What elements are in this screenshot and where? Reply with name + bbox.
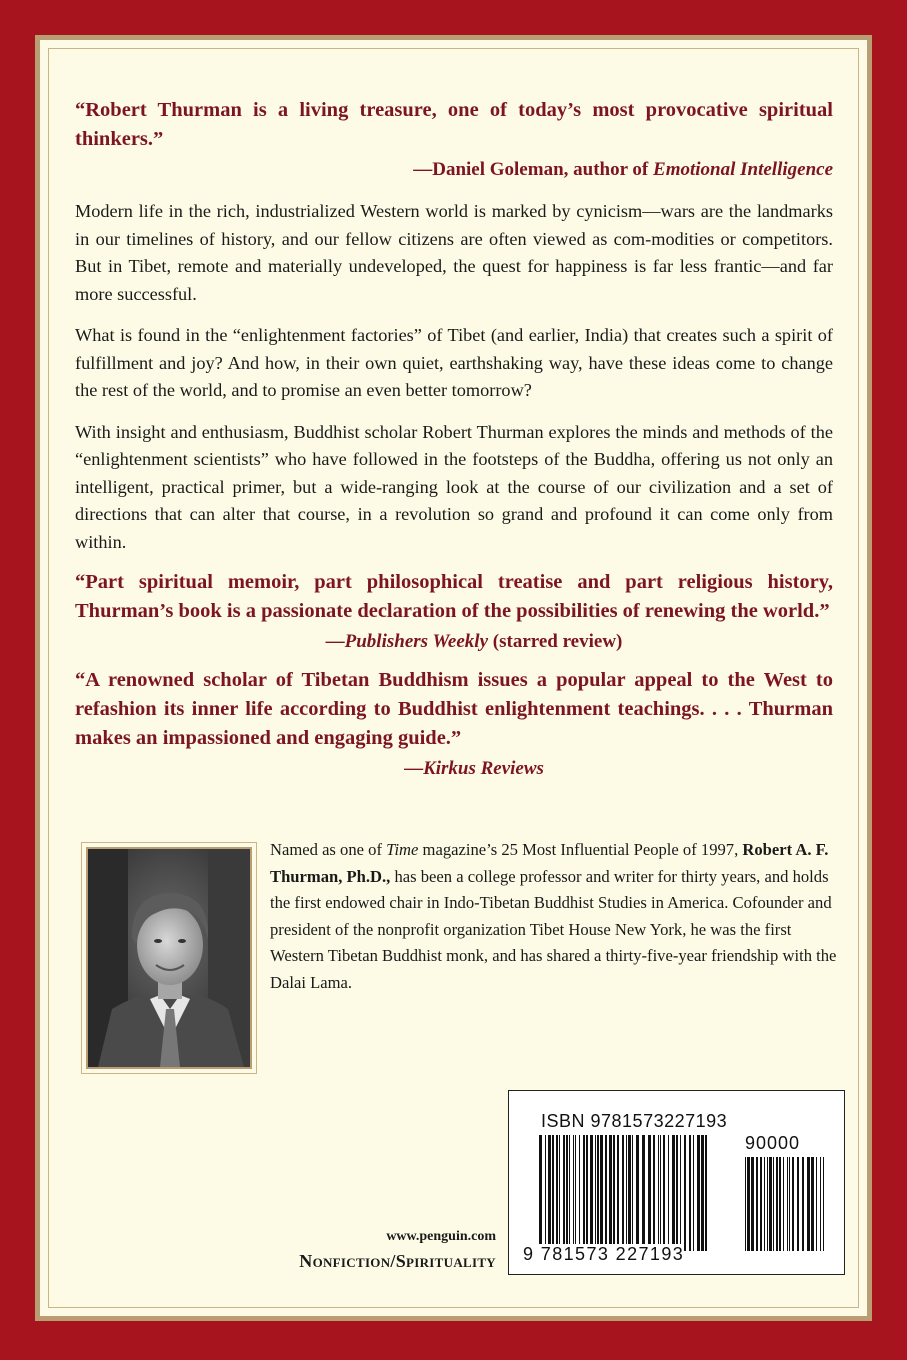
barcode-box xyxy=(508,1090,845,1275)
barcode-bar xyxy=(569,1135,570,1251)
barcode-bar xyxy=(789,1157,790,1251)
barcode-bar xyxy=(595,1135,596,1251)
barcode-bar xyxy=(648,1135,651,1251)
barcode-bar xyxy=(779,1157,781,1251)
barcode-bar xyxy=(545,1135,546,1251)
barcode-bar xyxy=(792,1157,794,1251)
barcode-bar xyxy=(816,1157,817,1251)
attribution-kirkus xyxy=(75,755,833,783)
barcode-bar xyxy=(636,1135,639,1251)
barcode-bar xyxy=(705,1135,707,1251)
barcode-bar xyxy=(760,1157,762,1251)
barcode-bar xyxy=(563,1135,565,1251)
barcode-digits: 9 781573 227193 xyxy=(523,1244,685,1264)
author-bio xyxy=(270,837,838,996)
barcode-bar xyxy=(559,1135,560,1251)
barcode-bar xyxy=(745,1157,746,1251)
paragraph-3: With insight and enthusiasm, Buddhist scholar Robert Thurman explores the minds and methods of the “enlightenment scientists” who have followed in the footsteps of the Buddha, offering us not only an intelligent, practical primer, but a wide-ranging look at the course of our civilization and a set of directions that can alter that course, in a revolution so grand and profound it can come only from within. xyxy=(75,421,833,552)
attribution-suffix: (starred review) xyxy=(488,631,623,652)
barcode-bar xyxy=(668,1135,669,1251)
isbn-label: ISBN 9781573227193 xyxy=(541,1111,728,1131)
barcode-bar xyxy=(609,1135,612,1251)
barcode-bar xyxy=(658,1135,659,1251)
barcode-bar xyxy=(605,1135,607,1251)
barcode-bar xyxy=(756,1157,758,1251)
back-cover-text xyxy=(75,96,833,783)
barcode-bar xyxy=(622,1135,624,1251)
author-photo-frame xyxy=(81,842,257,1074)
attribution-title: Kirkus Reviews xyxy=(423,758,544,779)
barcode-bar xyxy=(783,1157,784,1251)
barcode-bar xyxy=(689,1135,691,1251)
barcode-bar xyxy=(676,1135,678,1251)
barcode-bar xyxy=(573,1135,574,1251)
author-portrait-image xyxy=(88,849,250,1067)
barcode-bar xyxy=(628,1135,631,1251)
barcode-bar xyxy=(751,1157,754,1251)
barcode-bar xyxy=(797,1157,799,1251)
barcode-bar xyxy=(764,1157,765,1251)
barcode-bar xyxy=(626,1135,627,1251)
attribution-publishers-weekly xyxy=(75,628,833,656)
attribution-title: Publishers Weekly xyxy=(344,631,489,652)
barcode-bar xyxy=(773,1157,774,1251)
barcode-bar xyxy=(539,1135,542,1251)
barcode-bar xyxy=(548,1135,551,1251)
barcode-bar xyxy=(600,1135,603,1251)
author-photo xyxy=(86,847,252,1069)
barcode-bar xyxy=(697,1135,700,1251)
barcode-bar xyxy=(597,1135,599,1251)
attribution-prefix: — xyxy=(325,631,345,652)
bio-text: Named as one of xyxy=(270,840,387,859)
paragraph-1: Modern life in the rich, industrialized Western world is marked by cynicism—wars are the landmarks in our timelines of history, and our fellow citizens are often viewed as com-modities or competitors. But in Tibet, remote and materially undeveloped, the quest for happiness is far less frantic—and far more successful. xyxy=(75,201,833,304)
barcode-bar xyxy=(632,1135,633,1251)
attribution-title: Emotional Intelligence xyxy=(653,159,833,180)
bio-text: has been a college professor and writer for thirty years, and holds the first endowed chair in Indo-Tibetan Buddhist Studies in America. Cofounder and president of the nonprofit organization Tibet House New York, he was the first Western Tibetan Buddhist monk, and has shared a thirty-five-year friendship with the Dalai Lama. xyxy=(270,866,837,992)
paragraph-2: What is found in the “enlightenment factories” of Tibet (and earlier, India) that creates such a spirit of fulfillment and joy? And how, in their own quiet, earthshaking way, have these ideas come to change the rest of the world, and to promise an even better tomorrow? xyxy=(75,325,833,400)
book-category: Nonfiction/Spirituality xyxy=(299,1251,496,1271)
attribution-goleman xyxy=(75,156,833,184)
barcode-bar xyxy=(672,1135,675,1251)
barcode-bar xyxy=(663,1135,665,1251)
barcode-bar xyxy=(552,1135,554,1251)
barcode-bar xyxy=(653,1135,655,1251)
quote-goleman: “Robert Thurman is a living treasure, one of today’s most provocative spiritual thinkers.” xyxy=(75,99,833,150)
quote-publishers-weekly: “Part spiritual memoir, part philosophical treatise and part religious history, Thurman’s book is a passionate declaration of the possibilities of renewing the world.” xyxy=(75,571,833,622)
barcode-bar xyxy=(701,1135,704,1251)
barcode-bar xyxy=(693,1135,694,1251)
barcode-bar xyxy=(617,1135,619,1251)
barcode-bar xyxy=(660,1135,661,1251)
publisher-url[interactable]: www.penguin.com xyxy=(386,1229,496,1244)
barcode-bar xyxy=(776,1157,778,1251)
price-code: 90000 xyxy=(745,1133,801,1153)
barcode-bar xyxy=(590,1135,593,1251)
barcode-bar xyxy=(613,1135,615,1251)
bio-author-name: Robert A. F. Thurman, Ph.D., xyxy=(270,840,829,886)
barcode-bar xyxy=(823,1157,824,1251)
bio-text: magazine’s 25 Most Influential People of 1997, xyxy=(418,840,743,859)
barcode-bar xyxy=(642,1135,645,1251)
barcode-bar xyxy=(579,1135,580,1251)
barcode-bar xyxy=(802,1157,804,1251)
barcode-bar xyxy=(747,1157,750,1251)
attribution-prefix: — xyxy=(404,758,424,779)
barcode-bar xyxy=(787,1157,788,1251)
barcode-bar xyxy=(767,1157,768,1251)
barcode-bar xyxy=(769,1157,772,1251)
barcode-bar xyxy=(820,1157,821,1251)
barcode-bar xyxy=(807,1157,810,1251)
barcode-bar xyxy=(586,1135,588,1251)
barcode-bar xyxy=(575,1135,576,1251)
barcode-bar xyxy=(583,1135,585,1251)
barcode-bar xyxy=(556,1135,558,1251)
attribution-prefix: —Daniel Goleman, author of xyxy=(413,159,654,180)
bio-magazine: Time xyxy=(386,840,419,859)
barcode-bar xyxy=(680,1135,681,1251)
quote-kirkus: “A renowned scholar of Tibetan Buddhism issues a popular appeal to the West to refashion its inner life according to Buddhist enlightenment teachings. . . . Thurman makes an impassioned and engaging guide.” xyxy=(75,669,833,749)
barcode-bar xyxy=(566,1135,568,1251)
barcode-bar xyxy=(811,1157,814,1251)
barcode-bar xyxy=(684,1135,686,1251)
